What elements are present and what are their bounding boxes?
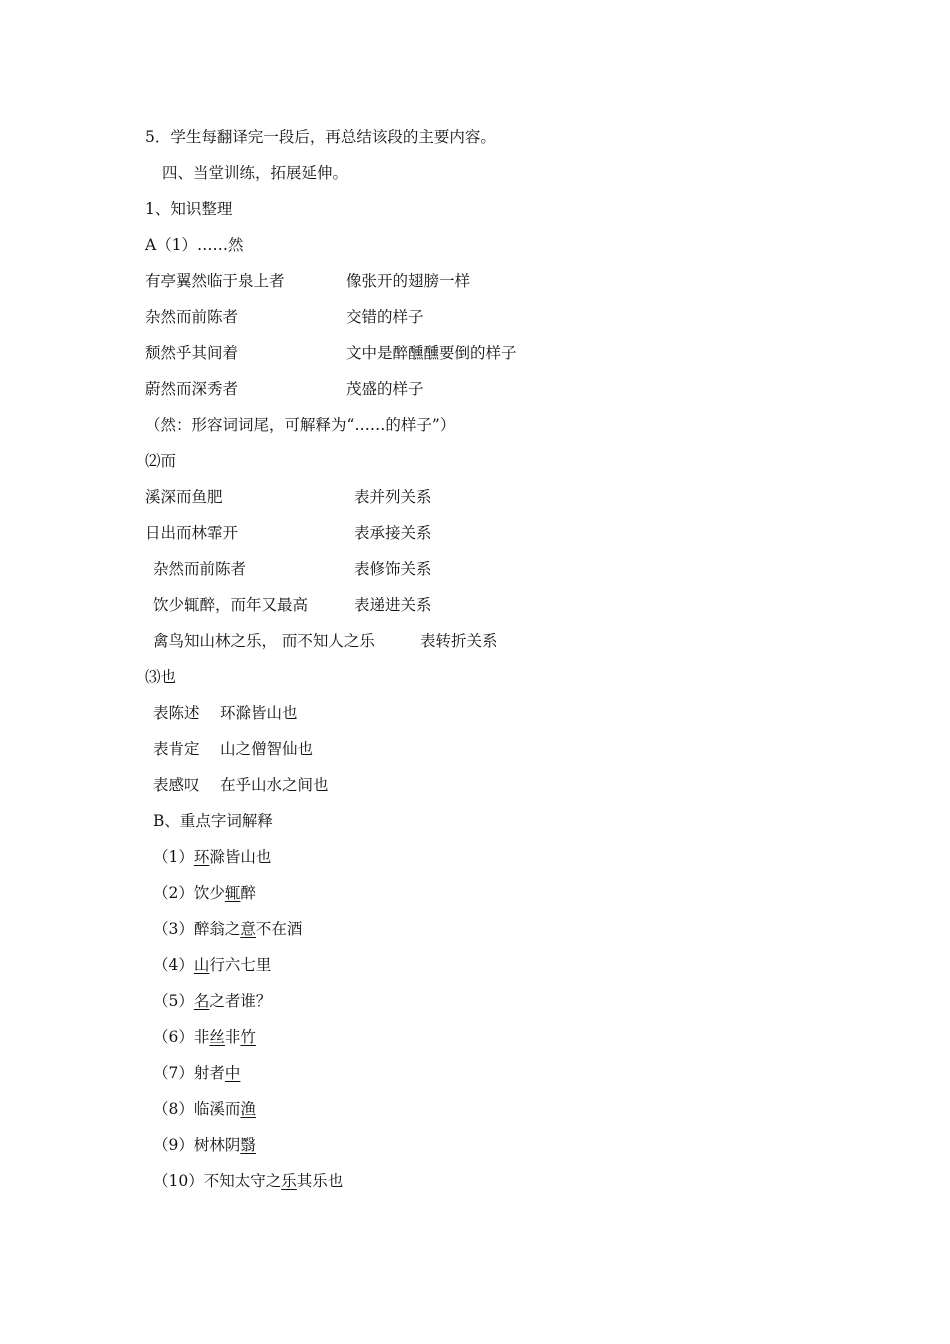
vocab-text: 射者 <box>193 1064 225 1082</box>
er-sentence: 禽鸟知山林之乐， 而不知人之乐 <box>153 632 375 650</box>
vocab-number: （9） <box>153 1136 194 1154</box>
ye-row <box>153 738 314 760</box>
vocab-item <box>153 846 271 868</box>
er-sentence: 溪深而鱼肥 <box>145 488 223 506</box>
ran-sentence: 蔚然而深秀者 <box>145 380 239 398</box>
ye-example: 山之僧智仙也 <box>220 740 314 758</box>
vocab-text: 树林阴 <box>193 1136 241 1154</box>
ran-meaning: 茂盛的样子 <box>346 380 424 398</box>
er-meaning: 表转折关系 <box>420 632 498 650</box>
ye-example: 在乎山水之间也 <box>220 776 329 794</box>
ye-example: 环滁皆山也 <box>220 704 298 722</box>
ran-meaning: 像张开的翅膀一样 <box>346 272 471 290</box>
vocab-key-word: 乐 <box>281 1172 297 1190</box>
vocab-key-word: 翳 <box>240 1136 256 1154</box>
ran-row <box>145 378 424 400</box>
ye-usage: 表感叹 <box>153 776 200 794</box>
vocab-item <box>153 1170 343 1192</box>
er-row <box>153 594 432 616</box>
ye-row <box>153 702 298 724</box>
vocab-key-word: 辄 <box>224 884 241 902</box>
knowledge-title: 1、知识整理 <box>145 200 233 218</box>
vocab-key-word: 环 <box>193 848 210 866</box>
er-row <box>145 486 432 508</box>
er-row <box>145 522 432 544</box>
vocab-key-word: 竹 <box>240 1028 256 1046</box>
vocab-text: 滁皆山也 <box>209 848 272 866</box>
vocab-number: （4） <box>153 956 194 974</box>
vocab-text: 不在酒 <box>255 920 303 938</box>
vocab-number: （7） <box>153 1064 194 1082</box>
vocab-key-word: 中 <box>224 1064 241 1082</box>
vocab-text: 不知太守之 <box>203 1172 282 1190</box>
vocab-key-word: 渔 <box>240 1100 256 1118</box>
vocab-text: 醉 <box>240 884 256 902</box>
er-sentence: 杂然而前陈者 <box>153 560 247 578</box>
ran-row <box>145 306 424 328</box>
ye-usage: 表陈述 <box>153 704 200 722</box>
vocab-item <box>153 882 256 904</box>
vocab-item <box>153 1062 240 1084</box>
vocab-number: （1） <box>153 848 194 866</box>
vocab-number: （3） <box>153 920 194 938</box>
vocab-number: （2） <box>153 884 194 902</box>
ran-sentence: 颓然乎其间着 <box>145 344 239 362</box>
ran-meaning: 交错的样子 <box>346 308 424 326</box>
er-meaning: 表修饰关系 <box>354 560 432 578</box>
vocab-text: 之者谁？ <box>209 992 272 1010</box>
er-title: ⑵而 <box>145 452 177 470</box>
vocab-number: （6） <box>153 1028 194 1046</box>
vocab-text: 其乐也 <box>296 1172 344 1190</box>
part-a-title: A（1）……然 <box>145 236 244 254</box>
ran-row <box>145 270 471 292</box>
er-meaning: 表递进关系 <box>354 596 432 614</box>
step-5-text: 5．学生每翻译完一段后，再总结该段的主要内容。 <box>145 128 496 146</box>
vocab-item <box>153 990 271 1012</box>
vocab-text: 醉翁之 <box>193 920 241 938</box>
ran-sentence: 有亭翼然临于泉上者 <box>145 272 285 290</box>
er-sentence: 饮少辄醉，而年又最高 <box>153 596 309 614</box>
ran-meaning: 文中是醉醺醺要倒的样子 <box>346 344 517 362</box>
ye-row <box>153 774 329 796</box>
ye-title: ⑶也 <box>145 668 177 686</box>
vocab-item <box>153 1098 256 1120</box>
er-row <box>153 630 498 652</box>
ye-usage: 表肯定 <box>153 740 200 758</box>
er-row <box>153 558 432 580</box>
er-meaning: 表承接关系 <box>354 524 432 542</box>
vocab-number: （8） <box>153 1100 194 1118</box>
vocab-key-word: 意 <box>240 920 256 938</box>
er-sentence: 日出而林霏开 <box>145 524 239 542</box>
vocab-item <box>153 1134 256 1156</box>
part-b-title: B、重点字词解释 <box>153 812 273 830</box>
vocab-text: 行六七里 <box>209 956 272 974</box>
ran-note: （然：形容词词尾，可解释为“……的样子”） <box>145 416 456 434</box>
ran-row <box>145 342 517 364</box>
vocab-item <box>153 954 271 976</box>
vocab-number: （5） <box>153 992 194 1010</box>
er-meaning: 表并列关系 <box>354 488 432 506</box>
vocab-key-word: 名 <box>193 992 210 1010</box>
vocab-item <box>153 918 302 940</box>
vocab-text: 饮少 <box>193 884 225 902</box>
vocab-text: 非 <box>193 1028 210 1046</box>
vocab-text: 临溪而 <box>193 1100 241 1118</box>
vocab-number: （10） <box>153 1172 204 1190</box>
section-4-heading: 四、当堂训练，拓展延伸。 <box>162 164 349 182</box>
vocab-key-word: 丝 <box>209 1028 225 1046</box>
vocab-key-word: 山 <box>193 956 210 974</box>
ran-sentence: 杂然而前陈者 <box>145 308 239 326</box>
vocab-item <box>153 1026 256 1048</box>
vocab-text: 非 <box>224 1028 241 1046</box>
